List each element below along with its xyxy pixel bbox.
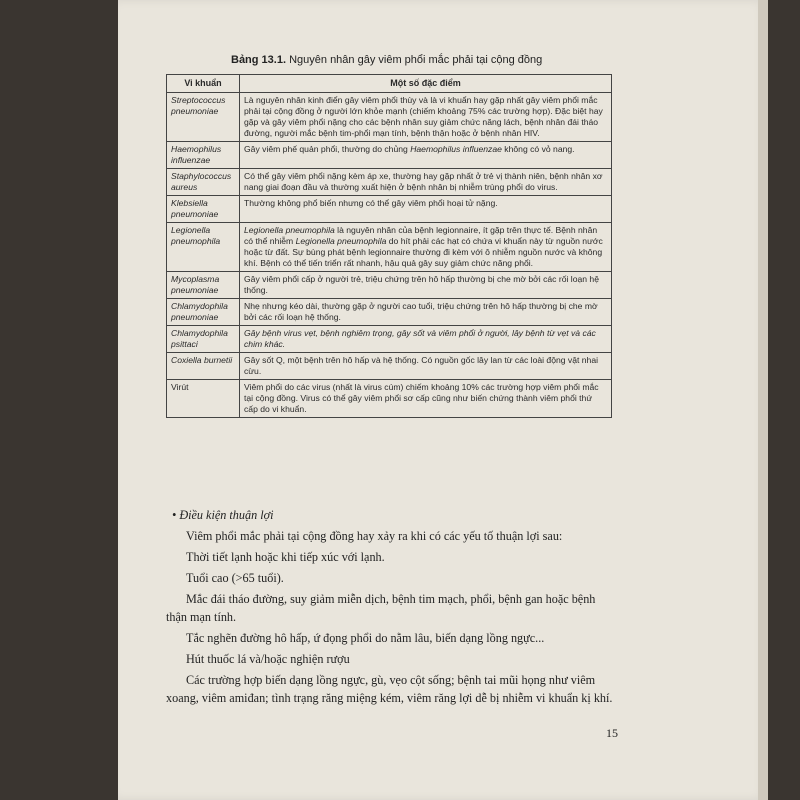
column-header-bacteria: Vi khuẩn	[167, 75, 240, 93]
table-row	[167, 353, 612, 380]
table-caption-text: Nguyên nhân gây viêm phổi mắc phải tại cộng đồng	[289, 54, 543, 66]
bacteria-description	[240, 142, 612, 169]
description-text: là nguyên nhân của bệnh legionnaire, ít gặp trên thực tế. Bệnh nhân có thể nhiễm	[244, 225, 598, 246]
bacteria-description: Thường không phổ biến nhưng có thể gây viêm phổi hoại tử nặng.	[240, 196, 612, 223]
paragraph: Tuổi cao (>65 tuổi).	[186, 571, 284, 585]
description-italic: Haemophilus influenzae	[410, 144, 502, 154]
description-italic: Legionella pneumophila	[244, 225, 335, 235]
body-text	[166, 506, 614, 707]
bacteria-name: Klebsiella pneumoniae	[167, 196, 240, 223]
paragraph: Tắc nghẽn đường hô hấp, ứ đọng phổi do nằm lâu, biến dạng lồng ngực...	[186, 631, 545, 645]
bacteria-name: Legionella pneumophila	[167, 223, 240, 272]
table-row	[167, 142, 612, 169]
bacteria-table	[166, 74, 612, 418]
table-caption	[231, 54, 542, 66]
table-row	[167, 380, 612, 418]
table-row	[167, 169, 612, 196]
bacteria-description: Gây viêm phổi cấp ở người trẻ, triệu chứng trên hô hấp thường bị che mờ bởi các rối loạn hệ thống.	[240, 272, 612, 299]
bacteria-description: Gây bệnh virus vẹt, bệnh nghiêm trọng, gây sốt và viêm phổi ở người, lây bệnh từ vẹt và các chim khác.	[240, 326, 612, 353]
table-row	[167, 196, 612, 223]
table-row	[167, 223, 612, 272]
bacteria-name: Chlamydophila pneumoniae	[167, 299, 240, 326]
description-italic: Legionella pneumophila	[295, 236, 387, 246]
bacteria-description: Viêm phổi do các virus (nhất là virus cúm) chiếm khoảng 10% các trường hợp viêm phổi mắc tại cộng đồng. Virus có thể gây viêm phổi sơ cấp cũng như biến chứng thành viêm phổi thứ cấp do vi khuẩn.	[240, 380, 612, 418]
table-row	[167, 272, 612, 299]
table-header-row	[167, 75, 612, 93]
description-text: do hít phải các hạt có chứa vi khuẩn này từ nguồn nước hoặc từ đất. Sự bùng phát bệnh legionnaire thường đi kèm với ô nhiễm nguồn nước và không khí. Bệnh có thể tiến triển rất nhanh, hậu quả gây suy giảm chức năng phổi.	[244, 236, 603, 268]
description-text: Gây viêm phế quản phổi, thường do chủng	[244, 144, 411, 154]
column-header-features: Một số đặc điểm	[240, 75, 612, 93]
bacteria-description: Là nguyên nhân kinh điển gây viêm phổi thùy và là vi khuẩn hay gặp nhất gây viêm phổi mắc phải tại cộng đồng ở người lớn khỏe mạnh (chiếm khoảng 75% các trường hợp). Đặc biệt hay gặp và gây viêm phổi nặng cho các bệnh nhân suy giảm chức năng lách, bệnh nhân đái tháo đường, người mắc bệnh tim-phổi mạn tính, bệnh thận hoặc ở bệnh nhân HIV.	[240, 93, 612, 142]
bacteria-name: Coxiella burnetii	[167, 353, 240, 380]
section-heading: • Điều kiện thuận lợi	[172, 508, 274, 522]
bacteria-description: Có thể gây viêm phổi nặng kèm áp xe, thường hay gặp nhất ở trẻ vị thành niên, bệnh nhân xơ nang giai đoạn đầu và thường xuất hiện ở bệnh nhân bị nhiễm trùng phổi do virus.	[240, 169, 612, 196]
paragraph: Viêm phổi mắc phải tại cộng đồng hay xảy ra khi có các yếu tố thuận lợi sau:	[186, 529, 563, 543]
bacteria-name: Mycoplasma pneumoniae	[167, 272, 240, 299]
paragraph: Các trường hợp biến dạng lồng ngực, gù, vẹo cột sống; bệnh tai mũi họng như viêm xoang, viêm amiđan; tình trạng răng miệng kém, viêm răng lợi dễ bị nhiễm vi khuẩn kị khí.	[166, 673, 613, 705]
paragraph: Thời tiết lạnh hoặc khi tiếp xúc với lạnh.	[186, 550, 385, 564]
table-caption-label: Bảng 13.1.	[231, 54, 287, 66]
bacteria-name: Haemophilus influenzae	[167, 142, 240, 169]
bacteria-description: Gây sốt Q, một bệnh trên hô hấp và hệ thống. Có nguồn gốc lây lan từ các loài động vật nhai cừu.	[240, 353, 612, 380]
page-number: 15	[606, 726, 618, 740]
bacteria-name: Chlamydophila psittaci	[167, 326, 240, 353]
description-text: không có vỏ nang.	[501, 144, 575, 154]
table-row	[167, 93, 612, 142]
bacteria-description	[240, 223, 612, 272]
paragraph: Hút thuốc lá và/hoặc nghiện rượu	[186, 652, 350, 666]
bacteria-name: Virút	[167, 380, 240, 418]
bacteria-name: Staphylococcus aureus	[167, 169, 240, 196]
bacteria-name: Streptococcus pneumoniae	[167, 93, 240, 142]
table-row	[167, 326, 612, 353]
book-page	[118, 0, 768, 800]
page-edge	[758, 0, 768, 800]
paragraph: Mắc đái tháo đường, suy giảm miễn dịch, bệnh tim mạch, phổi, bệnh gan hoặc bệnh thận mạn tính.	[166, 592, 596, 624]
bacteria-description: Nhẹ nhưng kéo dài, thường gặp ở người cao tuổi, triệu chứng trên hô hấp thường bị che mờ bởi các rối loạn hệ thống.	[240, 299, 612, 326]
table-row	[167, 299, 612, 326]
